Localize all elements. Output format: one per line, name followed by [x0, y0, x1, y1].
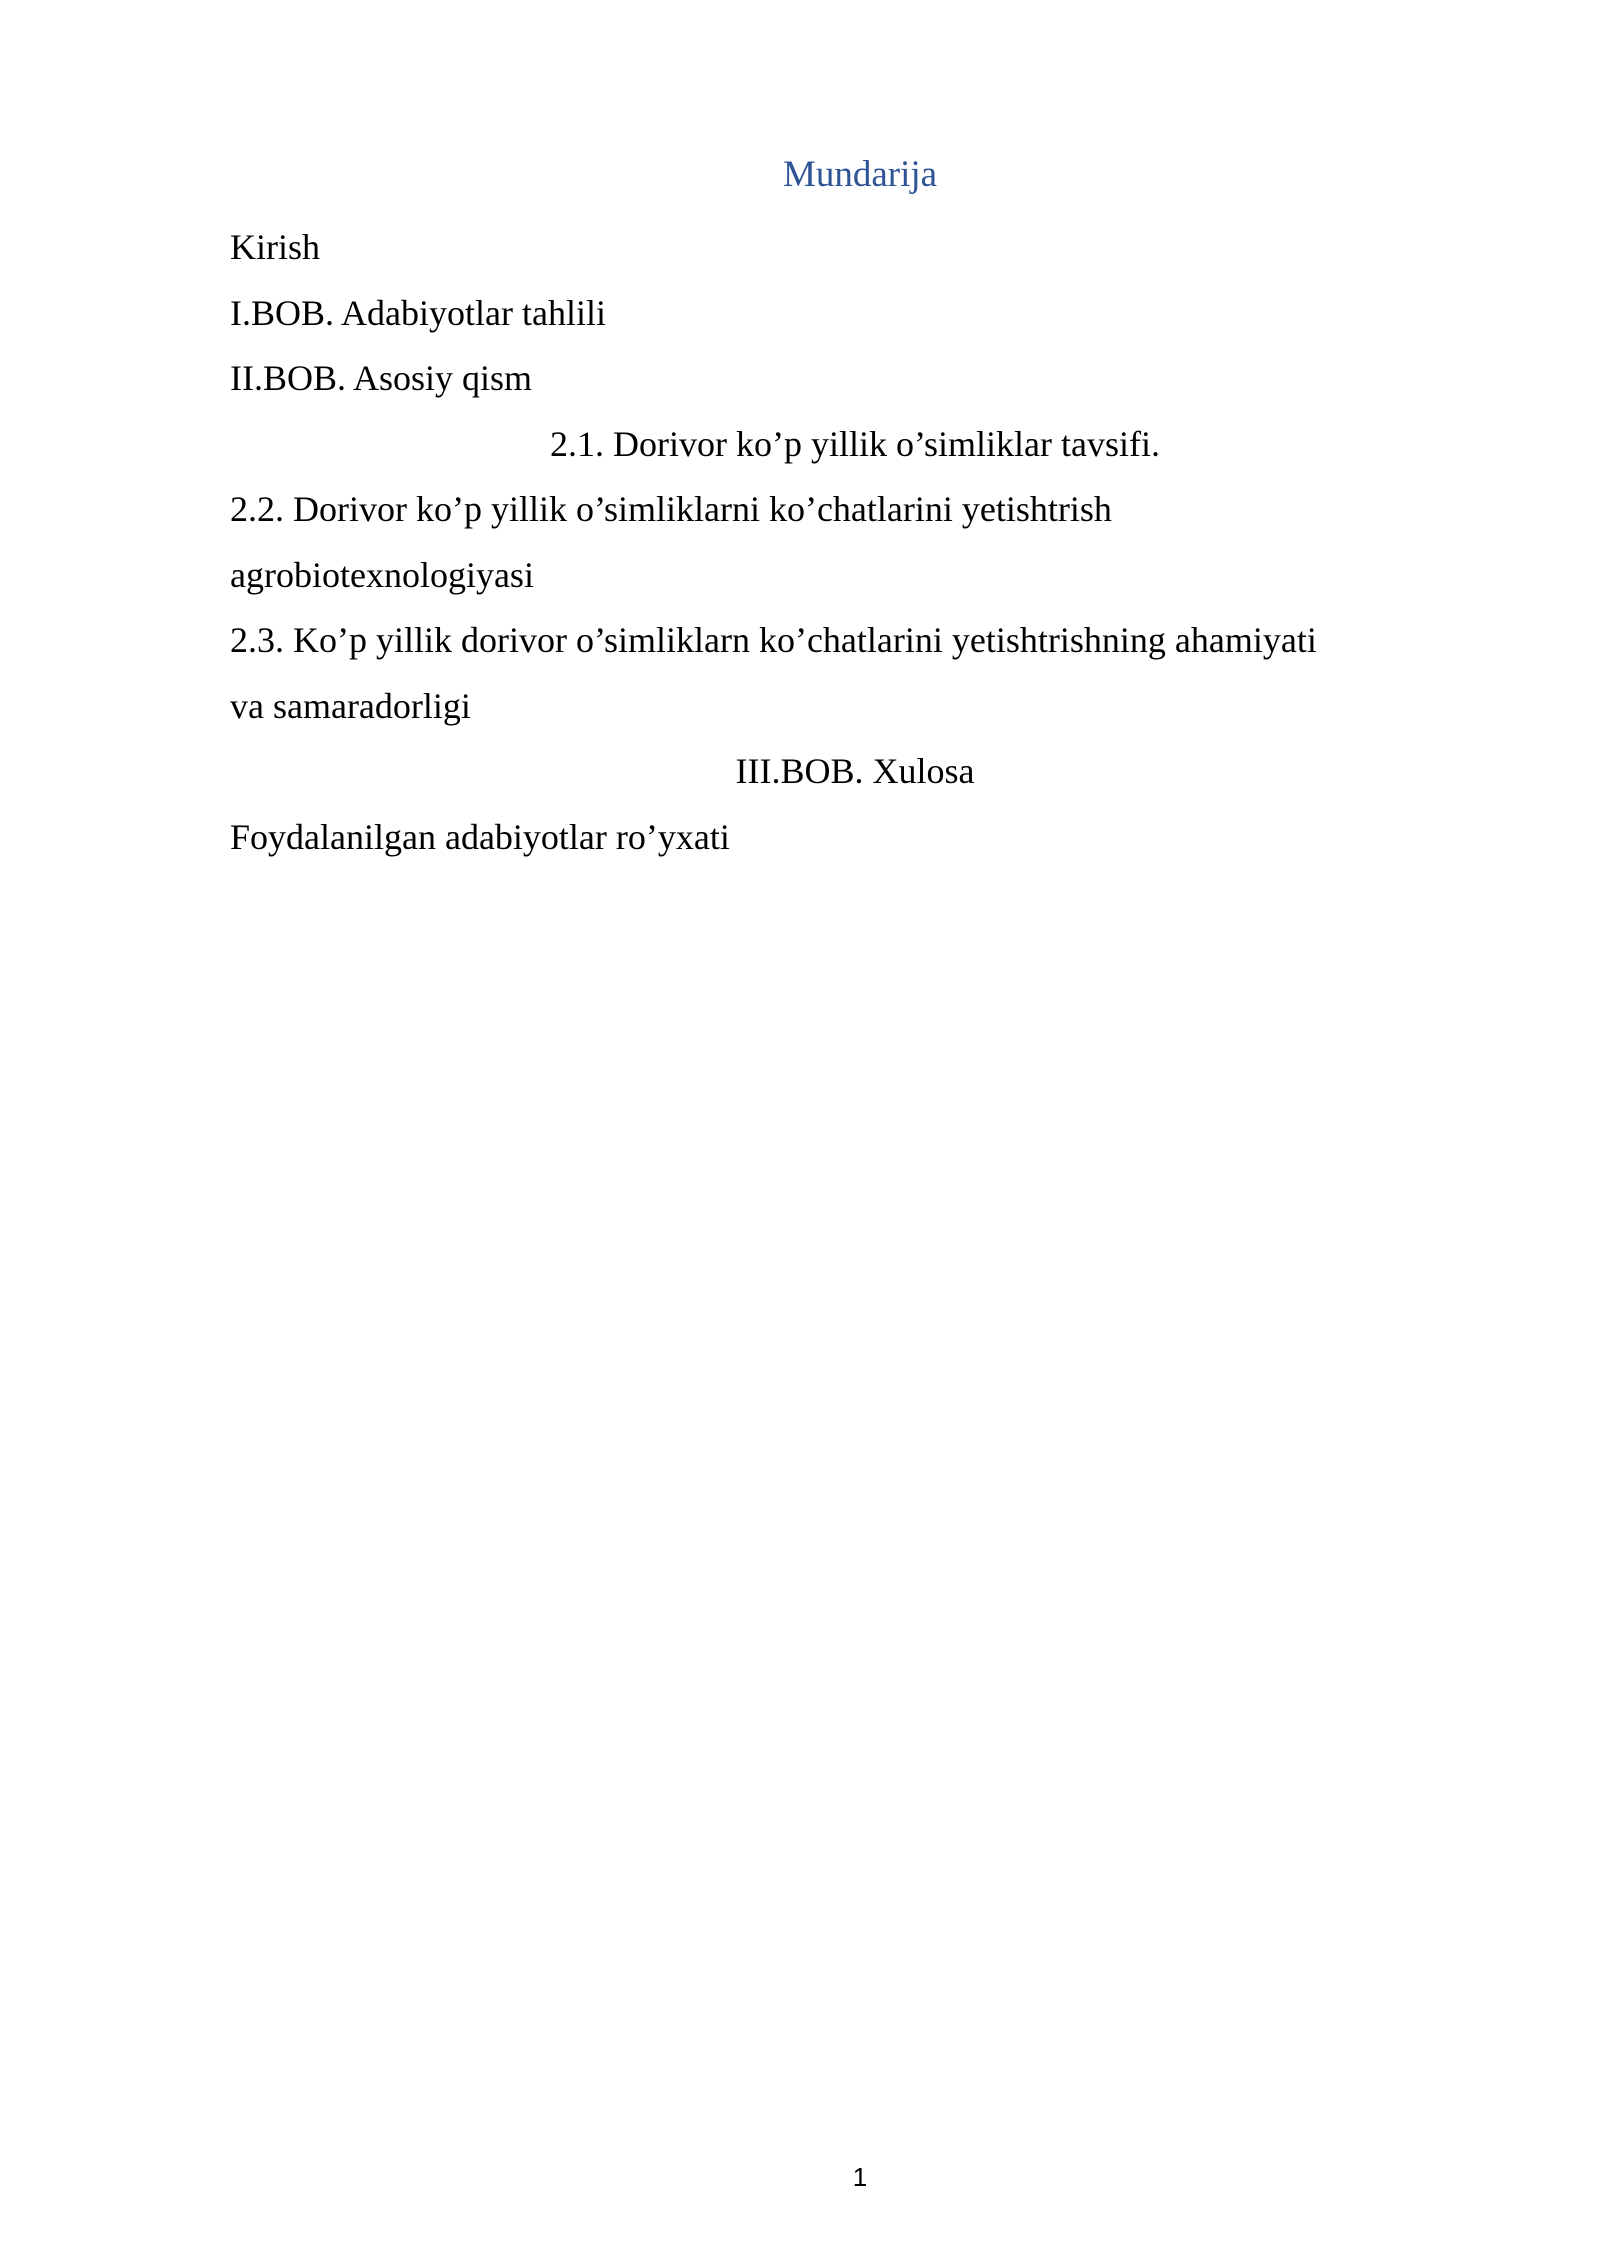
toc-entry-chapter-3: III.BOB. Xulosa — [735, 751, 975, 791]
toc-entry-references: Foydalanilgan adabiyotlar ro’yxati — [230, 816, 730, 857]
toc-entry-section-2-2-continued: agrobiotexnologiyasi — [230, 554, 534, 595]
page-number: 1 — [852, 2162, 868, 2192]
toc-title: Mundarija — [782, 154, 938, 195]
toc-entry-kirish: Kirish — [230, 227, 320, 267]
toc-list — [230, 215, 1380, 870]
toc-entry-chapter-1: I.BOB. Adabiyotlar tahlili — [230, 292, 606, 333]
toc-entry-section-2-1: 2.1. Dorivor ko’p yillik o’simliklar tavsifi. — [550, 423, 1160, 464]
toc-entry-section-2-3-continued: va samaradorligi — [230, 685, 471, 726]
toc-entry-section-2-3: 2.3. Ko’p yillik dorivor o’simliklarn ko’chatlarini yetishtrishning ahamiyati — [230, 620, 1317, 660]
toc-entry-chapter-2: II.BOB. Asosiy qism — [230, 358, 533, 398]
toc-entry-section-2-2: 2.2. Dorivor ko’p yillik o’simliklarni ko’chatlarini yetishtrish — [230, 489, 1112, 529]
